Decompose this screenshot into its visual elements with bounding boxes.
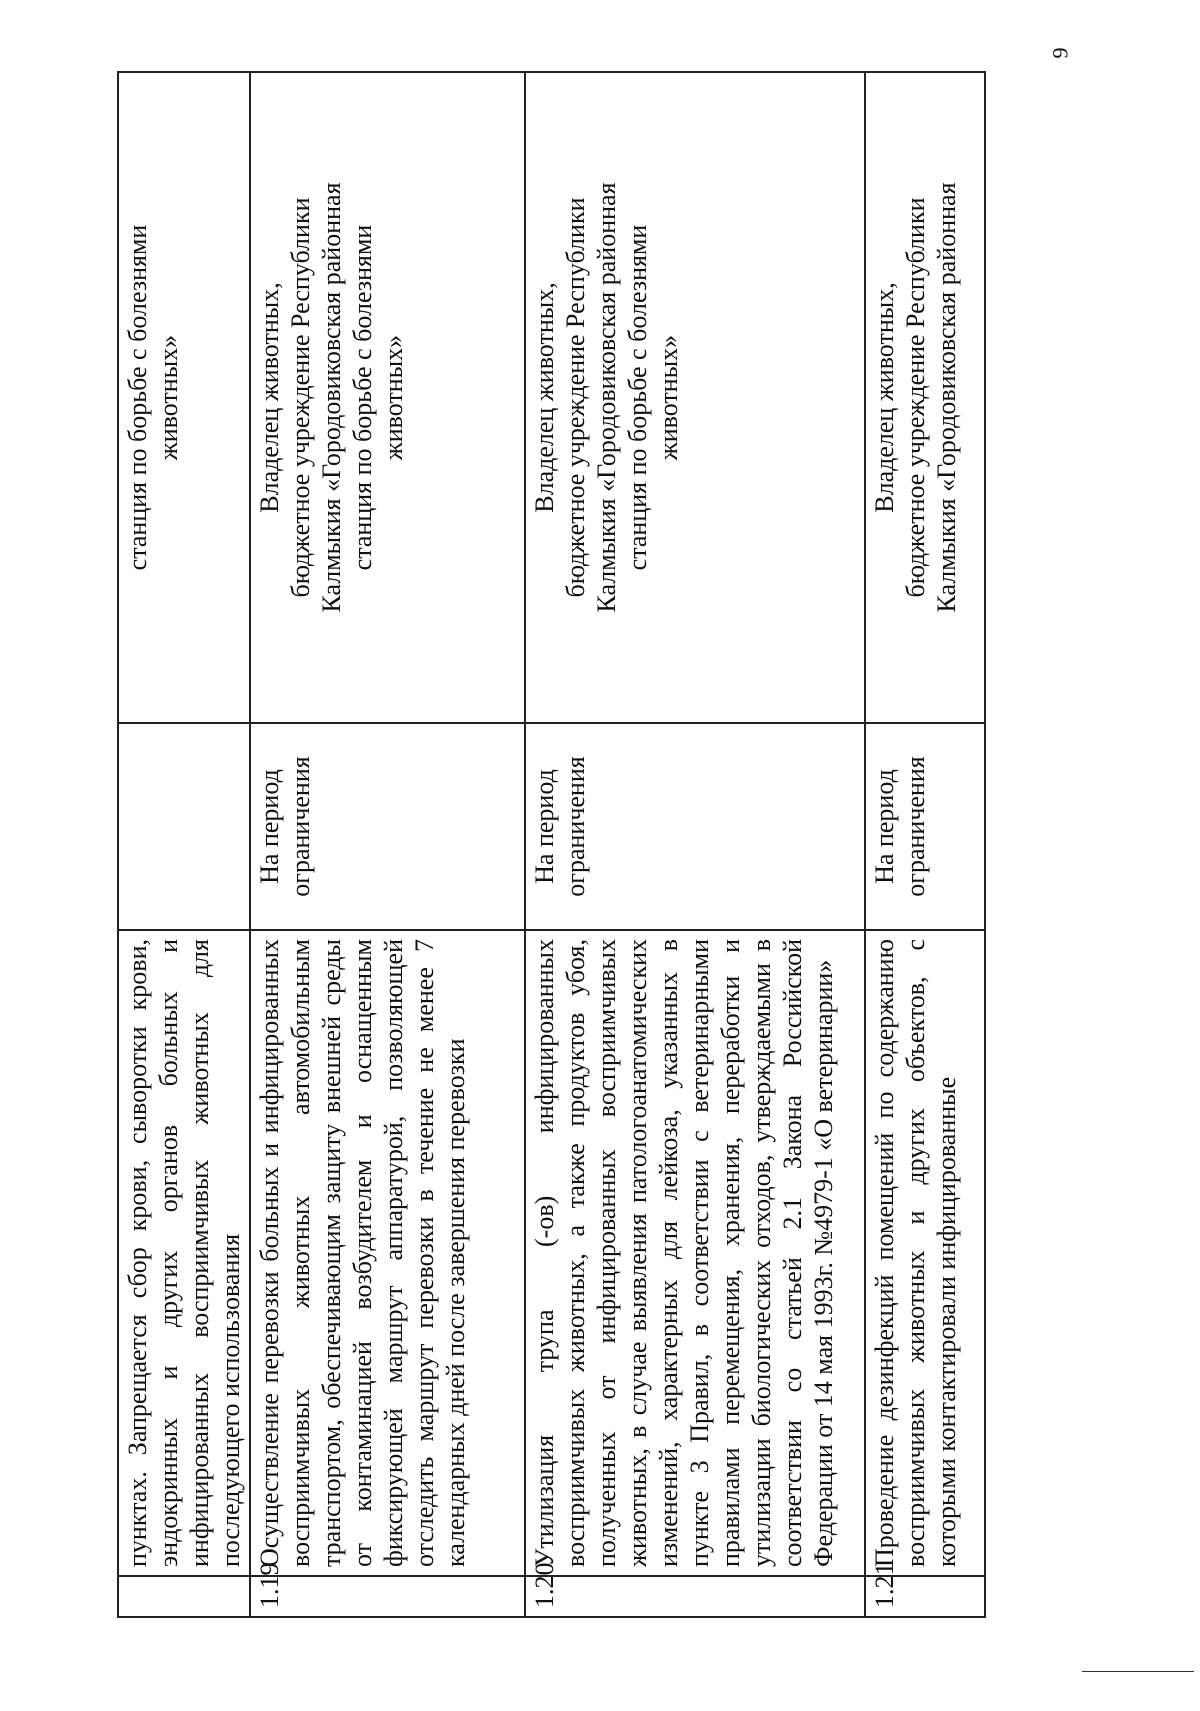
row-number [118, 1576, 250, 1617]
row-number: 1.21 [865, 1576, 985, 1617]
table-row [865, 72, 985, 1617]
table-row [525, 72, 865, 1617]
responsible-text: станция по борьбе с болезнями животных» [118, 72, 250, 723]
term-text [118, 723, 250, 930]
measure-text: пунктах. Запрещается сбор крови, сыворотки крови, эндокринных и других органов больных и инфицированных восприимчивых животных для последующего использования [118, 930, 250, 1576]
responsible-text: Владелец животных, бюджетное учреждение Республики Калмыкия «Городовиковская районная [865, 72, 985, 723]
row-number: 1.20 [525, 1576, 865, 1617]
table-row [250, 72, 525, 1617]
rotated-table-container [117, 73, 1082, 1618]
table-row [118, 72, 250, 1617]
term-text: На период ограничения [525, 723, 865, 930]
page-number: 9 [1047, 47, 1073, 59]
row-number: 1.19 [250, 1576, 525, 1617]
term-text: На период ограничения [865, 723, 985, 930]
responsible-text: Владелец животных, бюджетное учреждение Республики Калмыкия «Городовиковская районная станция по борьбе с болезнями животных» [250, 72, 525, 723]
measure-text: Осуществление перевозки больных и инфицированных восприимчивых животных автомобильным транспортом, обеспечивающим защиту внешней среды от контаминацией возбудителем и оснащенным фиксирующей маршрут аппаратурой, позволяющей отследить маршрут перевозки в течение не менее 7 календарных дней после завершения перевозки [250, 930, 525, 1576]
responsible-text: Владелец животных, бюджетное учреждение Республики Калмыкия «Городовиковская районная станция по борьбе с болезнями животных» [525, 72, 865, 723]
measures-table [117, 71, 986, 1618]
footer-rule [1082, 1671, 1194, 1672]
term-text: На период ограничения [250, 723, 525, 930]
measure-text: Проведение дезинфекций помещений по содержанию восприимчивых животных и других объектов, с которыми контактировали инфицированные [865, 930, 985, 1576]
measure-text: Утилизация трупа (-ов) инфицированных восприимчивых животных, а также продуктов убоя, полученных от инфицированных восприимчивых животных, в случае выявления патологоанатомических изменений, характерных для лейкоза, указанных в пункте 3 Правил, в соответствии с ветеринарными правилами перемещения, хранения, переработки и утилизации биологических отходов, утверждаемыми в соответствии со статьей 2.1 Закона Российской Федерации от 14 мая 1993г. №4979-1 «О ветеринарии» [525, 930, 865, 1576]
